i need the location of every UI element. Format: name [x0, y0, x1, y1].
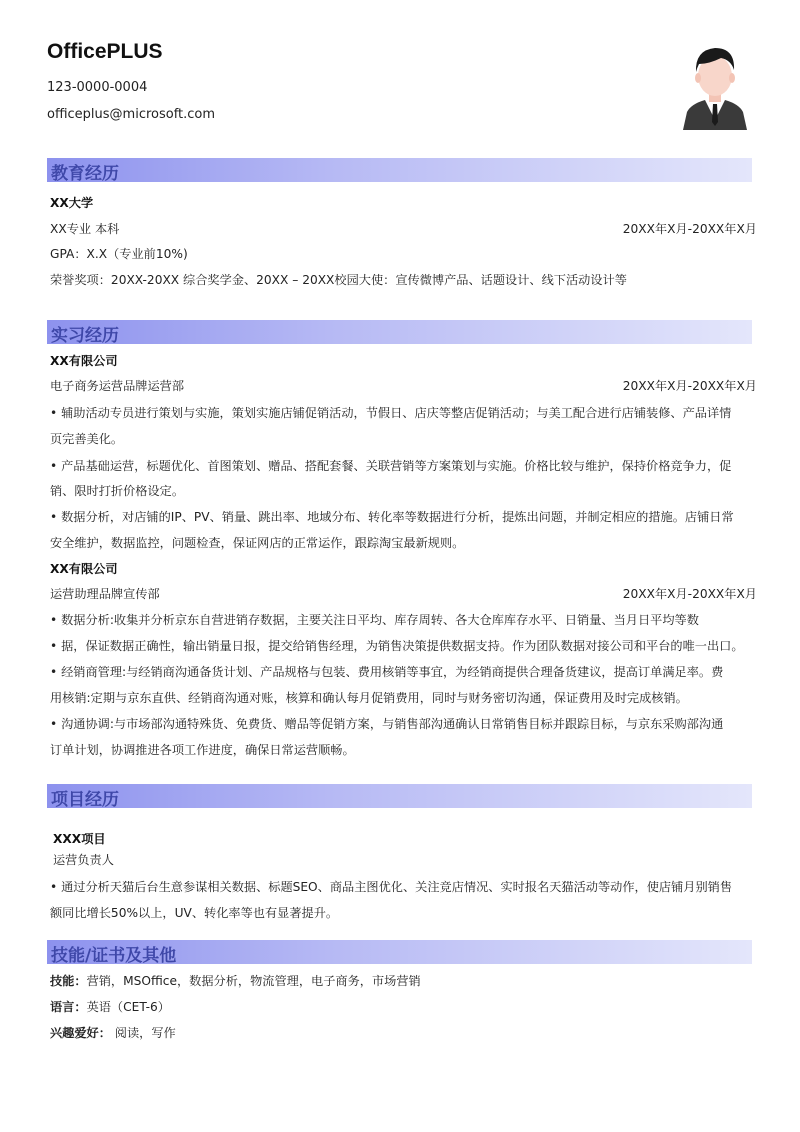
job-bullet-line: • 据，保证数据正确性，输出销量日报，提交给销售经理，为销售决策提供数据支持。作为团队数据对接公司和平台的唯一出口。: [50, 639, 744, 653]
job-bullet-line: • 沟通协调:与市场部沟通特殊货、免费货、赠品等促销方案，与销售部沟通确认日常销售目标并跟踪目标，与京东采购部沟通: [50, 717, 724, 731]
hobby-value: 阅读，写作: [110, 1026, 176, 1040]
language-label: 语言：: [50, 1000, 87, 1014]
language-value: 英语（CET-6）: [86, 1000, 170, 1014]
avatar: [681, 42, 749, 130]
job-bullet-line: • 数据分析，对店铺的IP、PV、销量、跳出率、地域分布、转化率等数据进行分析，提炼出问题，并制定相应的措施。店铺日常: [50, 510, 734, 524]
job-bullet-line: 安全维护，数据监控，问题检查，保证网店的正常运作，跟踪淘宝最新规则。: [50, 536, 465, 550]
candidate-name: OfficePLUS: [47, 40, 163, 63]
job-date: 20XX年X月-20XX年X月: [622, 587, 757, 601]
project-bullet-line: 额同比增长50%以上，UV、转化率等也有显著提升。: [50, 906, 339, 920]
project-bullet-line: • 通过分析天猫后台生意参谋相关数据、标题SEO、商品主图优化、关注竞店情况、实时报名天猫活动等动作，使店铺月别销售: [50, 880, 733, 894]
project-name: XXX项目: [53, 832, 106, 846]
hobby-row: [50, 1024, 176, 1041]
language-row: [50, 998, 170, 1015]
job-date: 20XX年X月-20XX年X月: [622, 379, 757, 393]
job-role: 运营助理品牌宣传部: [50, 587, 160, 601]
job-bullet-line: • 产品基础运营，标题优化、首图策划、赠品、搭配套餐、关联营销等方案策划与实施。价格比较与维护，保持价格竞争力，促: [50, 459, 732, 473]
hobby-label: 兴趣爱好：: [50, 1026, 111, 1040]
job-bullet-line: • 经销商管理:与经销商沟通备货计划、产品规格与包装、费用核销等事宜，为经销商提供合理备货建议，提高订单满足率。费: [50, 665, 724, 679]
company-name: XX有限公司: [50, 562, 118, 576]
job-bullet-line: 页完善美化。: [50, 432, 124, 446]
phone-number: 123-0000-0004: [47, 80, 148, 95]
education-title: 教育经历: [51, 164, 119, 184]
school-name: XX大学: [50, 196, 94, 210]
skills-section-header: [47, 940, 752, 964]
skills-label: 技能：: [50, 974, 87, 988]
education-section-header: [47, 158, 752, 182]
job-bullet-line: 销、限时打折价格设定。: [50, 484, 185, 498]
skills-title: 技能/证书及其他: [51, 946, 177, 966]
skills-row: [50, 972, 421, 989]
honors: 荣誉奖项：20XX-20XX 综合奖学金、20XX – 20XX校园大使：宣传微博产品、话题设计、线下活动设计等: [50, 273, 627, 287]
internship-title: 实习经历: [51, 326, 119, 346]
email-address: officeplus@microsoft.com: [47, 107, 216, 122]
company-name: XX有限公司: [50, 354, 118, 368]
internship-section-header: [47, 320, 752, 344]
job-bullet-line: 用核销:定期与京东直供、经销商沟通对账，核算和确认每月促销费用，同时与财务密切沟通，保证费用及时完成核销。: [50, 691, 688, 705]
project-role: 运营负责人: [53, 853, 114, 867]
project-section-header: [47, 784, 752, 808]
gpa: GPA：X.X（专业前10%): [50, 247, 188, 261]
education-date: 20XX年X月-20XX年X月: [622, 222, 757, 236]
skills-value: 营销，MSOffice，数据分析，物流管理，电子商务，市场营销: [86, 974, 421, 988]
major-degree: XX专业 本科: [50, 222, 120, 236]
job-bullet-line: 订单计划，协调推进各项工作进度，确保日常运营顺畅。: [50, 743, 355, 757]
job-bullet-line: • 辅助活动专员进行策划与实施，策划实施店铺促销活动，节假日、店庆等整店促销活动；与美工配合进行店铺装修、产品详情: [50, 406, 732, 420]
job-bullet-line: • 数据分析:收集并分析京东自营进销存数据，主要关注日平均、库存周转、各大仓库库存水平、日销量、当月日平均等数: [50, 613, 699, 627]
project-title: 项目经历: [51, 790, 119, 810]
job-role: 电子商务运营品牌运营部: [50, 379, 185, 393]
